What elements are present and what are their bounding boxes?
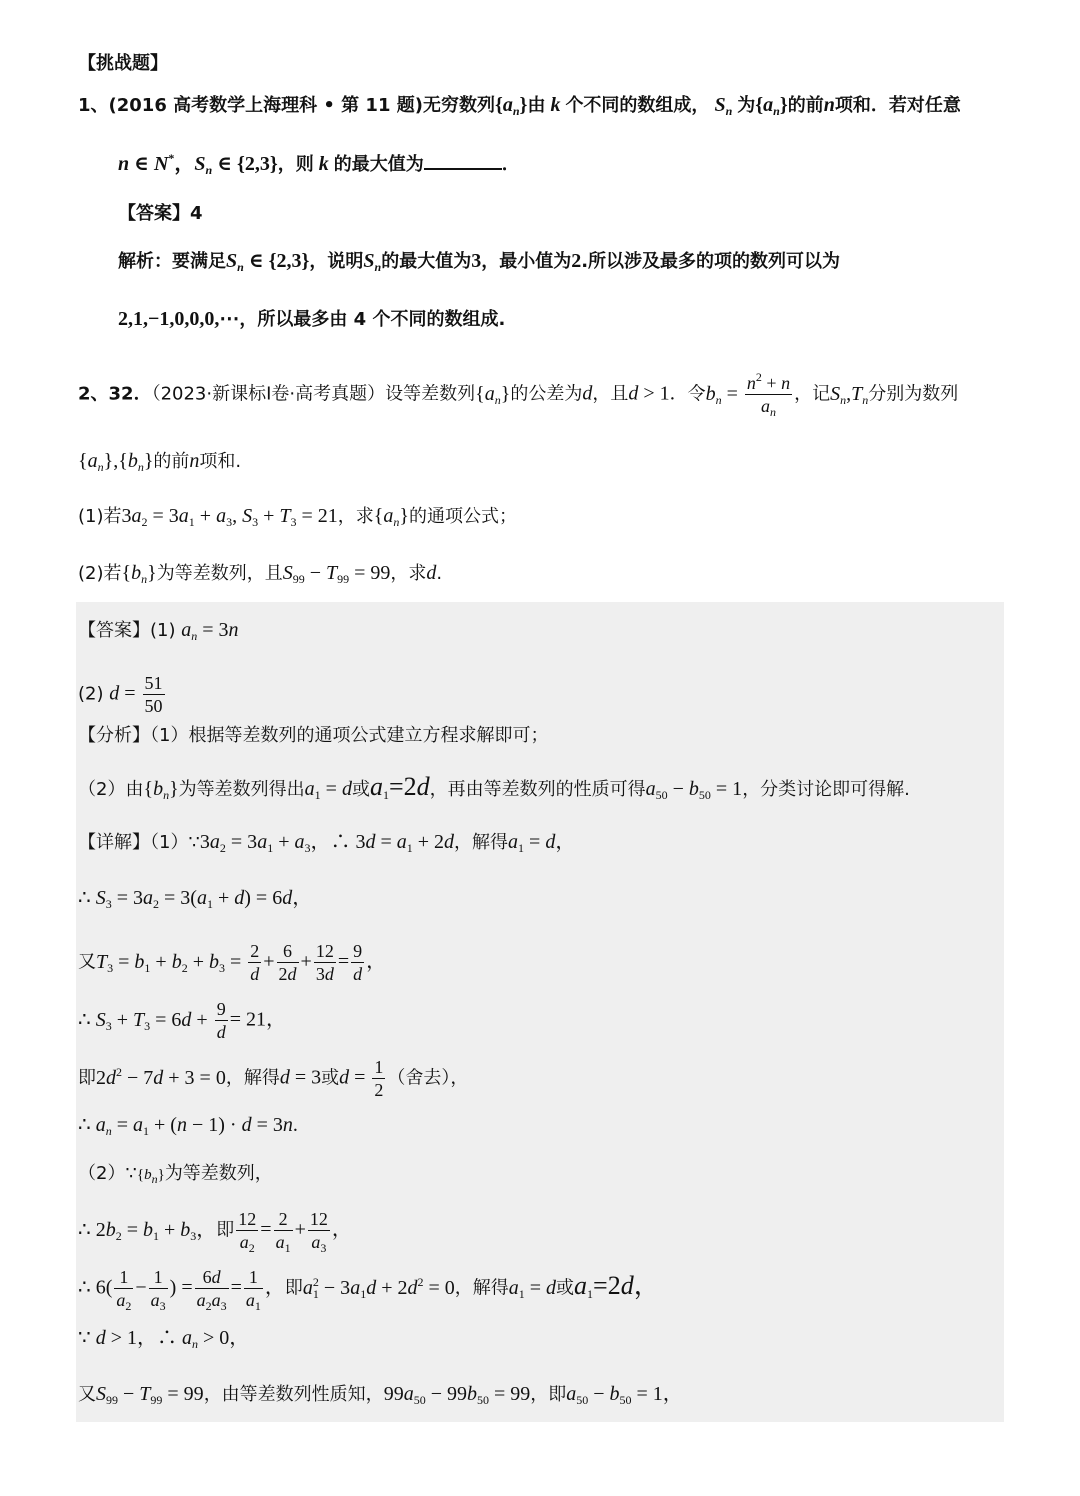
sol-analysis-2 bbox=[78, 773, 910, 804]
sol-detail1-math: $3a_2 = 3a_1 + a_3$，∴ $3d = a_1 + 2d$ bbox=[199, 831, 455, 855]
sol-text: 即 bbox=[216, 1219, 235, 1241]
q2-part2 bbox=[78, 559, 442, 588]
sol-answer1-label: (1) bbox=[150, 620, 176, 641]
sol-answer-2 bbox=[78, 672, 167, 717]
q1-math-sn-set: $S_n$ ∈ {2,3} bbox=[226, 250, 310, 274]
sol-text: 或 bbox=[321, 1067, 340, 1089]
sol-detail-6 bbox=[78, 1111, 298, 1140]
q2-part1-math: $3a_2 = 3a_1 + a_3$, $S_3 + T_3 = 21$ bbox=[121, 505, 338, 529]
sol-detail1-result: $a_1 = d$， bbox=[508, 831, 576, 855]
q1-analysis-text: 的最大值为 bbox=[381, 251, 472, 272]
q1-math-nN: n ∈ N*，$S_n$ ∈ {2,3} bbox=[118, 151, 278, 177]
q2-text: ，求 bbox=[337, 506, 374, 527]
q1-math-k: k bbox=[545, 94, 566, 116]
q1-analysis-line1 bbox=[118, 247, 840, 276]
q1-text: 项和．若对任意 bbox=[834, 95, 961, 116]
sol-detail-2 bbox=[78, 884, 312, 913]
sol-answer-1 bbox=[78, 616, 239, 645]
q2-text: 的前 bbox=[153, 451, 190, 472]
sol-detail4-math: ∴ $S_3 + T_3 = 6d$ + bbox=[78, 1008, 213, 1033]
sol-text: ，分类讨论即可得解. bbox=[742, 779, 910, 800]
frac-1-a1: $\frac{1}{a_1}$ bbox=[245, 1267, 261, 1313]
sol-detail-1 bbox=[78, 828, 575, 857]
sol-answer2-label: (2) bbox=[78, 683, 104, 705]
sol-detail-3: 又$T_3 = b_1 + b_2 + b_3$ = $\frac{2}{d}$ + $\frac{6}{2d}$ + $\frac{12}{3d}$ = $\frac{9}{d}$ ， bbox=[78, 941, 387, 984]
sol-detail8-math: ∴ $2b_2 = b_1 + b_3$， bbox=[78, 1218, 217, 1243]
q2-part2-math: $S_{99} - T_{99} = 99$ bbox=[282, 562, 391, 586]
q2-text: 为等差数列，且 bbox=[156, 563, 283, 584]
sol-detail11-math1: $S_{99} - T_{99} = 99$ bbox=[96, 1383, 204, 1407]
q1-text: 为 bbox=[737, 95, 756, 116]
q1-stem-line2 bbox=[118, 150, 520, 179]
q1-math-an2: $\{a_n\}$ bbox=[755, 94, 788, 118]
q1-min-value: 2 bbox=[571, 250, 582, 272]
q2-text: 的通项公式； bbox=[408, 506, 517, 527]
q2-text: ．令 bbox=[669, 383, 706, 405]
frac-9-d-2: $\frac{9}{d}$ bbox=[216, 999, 226, 1042]
q1-answer: 【答案】4 bbox=[118, 203, 203, 224]
q2-math-an: $\{a_n\}$ bbox=[475, 382, 511, 407]
answer-blank bbox=[424, 150, 502, 170]
q1-math-an: $\{a_n\}$ bbox=[494, 94, 528, 118]
q2-math-n: n bbox=[189, 450, 200, 472]
sol-detail5-d3: d = 3 bbox=[279, 1066, 322, 1089]
sol-detail9-math: ∴ 6( bbox=[78, 1276, 113, 1299]
sol-detail10-math: ∵ d > 1，∴ $a_n > 0$， bbox=[78, 1327, 250, 1351]
sol-frac-51-50: $\frac{51}{50}$ bbox=[144, 673, 163, 716]
sol-text: 又 bbox=[78, 1384, 96, 1405]
sol-text: ，由等差数列性质知， bbox=[203, 1384, 384, 1405]
sol-text: ，再由等差数列的性质可得 bbox=[429, 779, 646, 800]
sol-detail5-math: $2d^2 - 7d + 3 = 0$ bbox=[96, 1064, 226, 1089]
sol-text: 或 bbox=[556, 1277, 575, 1299]
frac-6-2d: $\frac{6}{2d}$ bbox=[278, 941, 297, 984]
frac-2-a1: $\frac{2}{a_1}$ bbox=[275, 1209, 291, 1255]
q1-text: 个不同的数组成， bbox=[565, 95, 710, 116]
sol-detail9-a1d: $a_1 = d$ bbox=[508, 1276, 557, 1301]
q2-text: ，且 bbox=[592, 383, 629, 405]
q1-stem-line1 bbox=[78, 91, 961, 120]
sol-answer2-math: d = bbox=[109, 682, 141, 705]
sol-detail3-math: $T_3 = b_1 + b_2 + b_3$ = bbox=[96, 950, 247, 975]
q1-text: ． bbox=[501, 154, 520, 175]
q2-math-an2: $\{a_n\}$ bbox=[373, 505, 409, 529]
sol-analysis-1 bbox=[78, 722, 548, 750]
q1-text: ，则 bbox=[277, 154, 314, 175]
sol-text: （1）∵ bbox=[150, 832, 200, 853]
sol-math-a1-d: $a_1 = d$ bbox=[304, 778, 352, 802]
sol-text: ，解得 bbox=[454, 832, 509, 853]
q2-text: 设等差数列 bbox=[385, 383, 476, 405]
q2-source: （2023·新课标Ⅰ卷·高考真题） bbox=[151, 383, 386, 405]
sol-math-bn: $\{b_n\}$ bbox=[143, 778, 179, 802]
q1-math-sn3: $S_n$ bbox=[363, 250, 382, 274]
frac-9-d: $\frac{9}{d}$ bbox=[353, 941, 363, 984]
q2-part1 bbox=[78, 502, 517, 531]
q2-text: 项和. bbox=[199, 451, 242, 472]
q1-math-n: n bbox=[823, 94, 835, 116]
section-title: 【挑战题】 bbox=[78, 53, 168, 74]
frac-12-3d: $\frac{12}{3d}$ bbox=[315, 941, 334, 984]
q1-analysis-text: .所以涉及最多的项的数列可以为 bbox=[581, 251, 841, 272]
q2-math-bn2: $\{b_n\}$ bbox=[121, 562, 157, 586]
frac-6d-a2a3: $\frac{6d}{a_2a_3}$ bbox=[196, 1267, 227, 1313]
q2-part2-label: (2)若 bbox=[78, 563, 122, 584]
q2-number: 2、32． bbox=[78, 383, 152, 405]
sol-text: 又 bbox=[78, 951, 96, 973]
q2-math-d-gt-1: d > 1 bbox=[628, 382, 670, 405]
q1-analysis-text: ，最小值为 bbox=[481, 251, 572, 272]
q1-text: 的前 bbox=[787, 95, 824, 116]
q1-source: (2016 高考数学上海理科 • 第 11 题) bbox=[108, 95, 423, 116]
sol-text: ，解得 bbox=[454, 1277, 509, 1299]
q1-sequence: 2,1,−1,0,0,0,⋯ bbox=[118, 308, 240, 330]
frac-1-a2: $\frac{1}{a_2}$ bbox=[116, 1267, 132, 1313]
sol-text: 为等差数列， bbox=[164, 1163, 273, 1184]
sol-math-a50-b50: $a_{50} - b_{50} = 1$ bbox=[645, 778, 743, 802]
q1-text: 无穷数列 bbox=[422, 95, 495, 116]
sol-detail6-math: ∴ $a_n = a_1 + (n - 1) \cdot d = 3n$. bbox=[78, 1114, 298, 1138]
q2-math-bn: $b_n$ = bbox=[705, 382, 743, 407]
sol-detail11-math2: $99a_{50} - 99b_{50} = 99$ bbox=[383, 1383, 531, 1407]
sol-text: ，解得 bbox=[225, 1067, 280, 1089]
sol-detail-10 bbox=[78, 1324, 249, 1353]
sol-text: （2）∵ bbox=[78, 1163, 137, 1184]
frac-1-a3: $\frac{1}{a_3}$ bbox=[150, 1267, 166, 1313]
sol-text: （2）由 bbox=[78, 779, 144, 800]
sol-text: ，即 bbox=[530, 1384, 567, 1405]
frac-12-a3: $\frac{12}{a_3}$ bbox=[309, 1209, 328, 1255]
sol-math-bn2: $\{b_n\}$ bbox=[136, 1167, 165, 1186]
sol-text: 为等差数列得出 bbox=[178, 779, 305, 800]
frac-2-d: $\frac{2}{d}$ bbox=[250, 941, 260, 984]
sol-analysis-label: 【分析】 bbox=[78, 725, 150, 746]
q1-analysis-line2 bbox=[118, 305, 505, 334]
q1-analysis-text: ，说明 bbox=[309, 251, 364, 272]
sol-detail5-d: d = bbox=[339, 1066, 371, 1089]
sol-detail-9: ∴ 6( $\frac{1}{a_2}$ − $\frac{1}{a_3}$ ) = $\frac{6d}{a_2a_3}$ = $\frac{1}{a_1}$ ，即$a_1^2 - 3a_1d + 2d^2 = 0$，解得$a_1 = d$或$a_1=2d$， bbox=[78, 1267, 660, 1313]
sol-detail-8: ∴ $2b_2 = b_1 + b_3$，即 $\frac{12}{a_2}$ = $\frac{2}{a_1}$ + $\frac{12}{a_3}$ ， bbox=[78, 1209, 352, 1255]
q1-analysis-text: 解析：要满足 bbox=[118, 251, 226, 272]
q1-analysis-text: ，所以最多由 4 个不同的数组成. bbox=[239, 309, 506, 330]
frac-12-a2: $\frac{12}{a_2}$ bbox=[238, 1209, 257, 1255]
sol-detail9-quad: $a_1^2 - 3a_1d + 2d^2 = 0$ bbox=[302, 1274, 455, 1301]
sol-detail-5 bbox=[78, 1056, 468, 1101]
q2-frac-bn: $\frac{n^2 + n}{a_n}$ bbox=[746, 370, 791, 419]
q1-text: 由 bbox=[527, 95, 546, 116]
sol-detail-7 bbox=[78, 1160, 273, 1189]
q1-cond-set: {2,3} bbox=[237, 153, 278, 175]
q2-math-an-bn: $\{a_n\},\{b_n\}$ bbox=[78, 450, 154, 474]
q2-text: . bbox=[436, 563, 443, 584]
sol-detail-4: ∴ $S_3 + T_3 = 6d$ + $\frac{9}{d}$ = 21， bbox=[78, 999, 286, 1042]
sol-text: （舍去）， bbox=[387, 1067, 469, 1089]
sol-text: 即 bbox=[78, 1067, 96, 1089]
q2-text: ，记 bbox=[794, 383, 831, 405]
q2-math-sn-tn: $S_n,T_n$ bbox=[830, 382, 869, 407]
q1-math-k2: k bbox=[313, 153, 334, 175]
sol-detail2-math: ∴ $S_3 = 3a_2 = 3(a_1 + d) = 6d$， bbox=[78, 887, 313, 911]
sol-math-a1-2d: $a_1=2d$ bbox=[369, 772, 430, 802]
q2-part1-label: (1)若 bbox=[78, 506, 122, 527]
q2-text: 的公差为 bbox=[510, 383, 583, 405]
q1-text: 的最大值为 bbox=[333, 154, 424, 175]
sol-detail-label: 【详解】 bbox=[78, 832, 150, 853]
sol-text: 或 bbox=[351, 779, 370, 800]
sol-detail9-a12d: $a_1=2d$， bbox=[574, 1270, 660, 1301]
sol-analysis-text: （1）根据等差数列的通项公式建立方程求解即可； bbox=[150, 725, 549, 746]
q2-text: 分别为数列 bbox=[868, 383, 959, 405]
sol-answer-label: 【答案】 bbox=[78, 620, 150, 641]
q2-text: ，求 bbox=[390, 563, 427, 584]
q1-math-sn: $S_n$ bbox=[714, 94, 733, 118]
q2-stem-line1 bbox=[78, 372, 958, 417]
sol-detail11-math3: $a_{50} - b_{50} = 1$， bbox=[566, 1383, 683, 1407]
q1-number: 1、 bbox=[78, 95, 109, 116]
q2-math-d: d bbox=[582, 382, 593, 405]
q2-stem-line2 bbox=[78, 447, 241, 476]
sol-text: 即 bbox=[284, 1277, 303, 1299]
sol-detail-11 bbox=[78, 1380, 683, 1409]
frac-1-2: $\frac{1}{2}$ bbox=[374, 1057, 384, 1100]
sol-answer1-math: $a_n = 3n$ bbox=[181, 619, 239, 643]
q2-math-d2: d bbox=[426, 562, 437, 584]
q1-max-value: 3 bbox=[471, 250, 482, 272]
